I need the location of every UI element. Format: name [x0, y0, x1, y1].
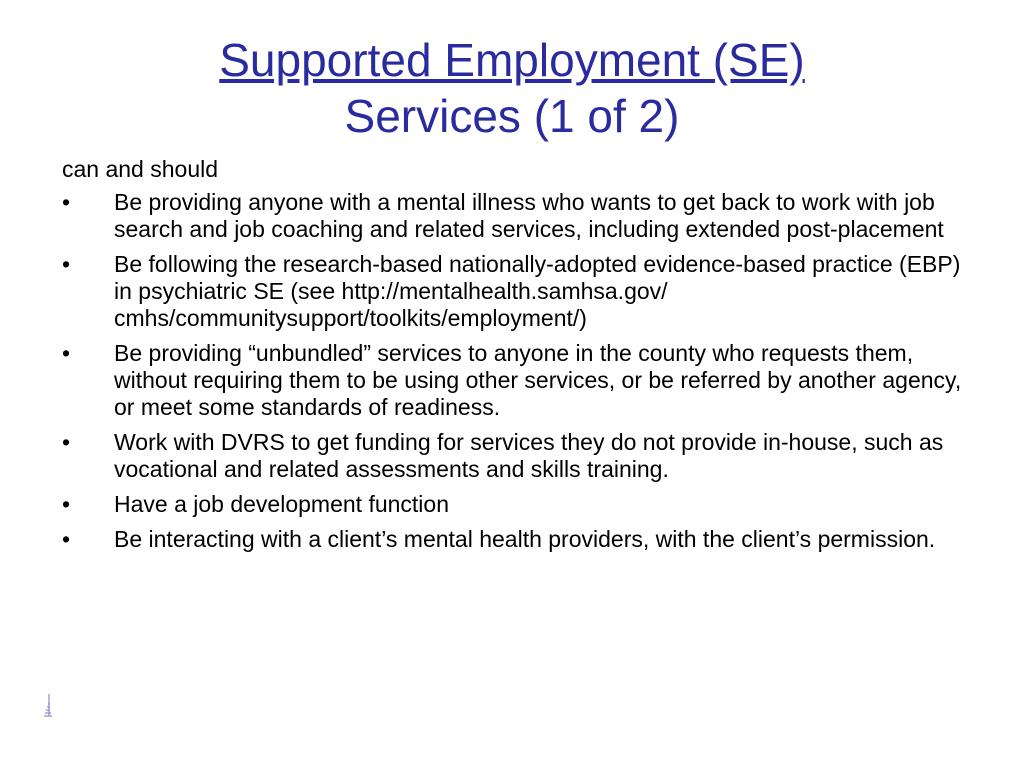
- title-link[interactable]: Supported Employment (SE): [219, 34, 805, 86]
- bullet-list: [62, 189, 982, 553]
- slide-title: [60, 32, 964, 144]
- bullet-text: Be following the research-based nationally-adopted evidence-based practice (EBP) in psychiatric SE (see http://mentalhealth.samhsa.gov/ cmhs/communitysupport/toolkits/employment/): [114, 251, 961, 331]
- bullet-text: Be providing “unbundled” services to anyone in the county who requests them, without requiring them to be using other services, or be referred by another agency, or meet some standards of readiness.: [114, 340, 962, 420]
- bullet-text: Be providing anyone with a mental illness who wants to get back to work with job search and job coaching and related services, including extended post-placement: [114, 189, 944, 242]
- bullet-item-1: [62, 189, 982, 243]
- bullet-item-4: [62, 429, 982, 483]
- bullet-item-2: [62, 251, 982, 332]
- bullet-text: Work with DVRS to get funding for services they do not provide in-house, such as vocational and related assessments and skills training.: [114, 429, 944, 482]
- intro-text: can and should: [62, 156, 219, 182]
- slide-body: [62, 156, 982, 561]
- bullet-item-5: [62, 491, 982, 518]
- title-line-2: Services (1 of 2): [344, 90, 680, 142]
- logo-mark-icon: [42, 690, 54, 718]
- bullet-dot: •: [62, 340, 71, 366]
- bullet-dot: •: [62, 189, 71, 215]
- bullet-text: Be interacting with a client’s mental health providers, with the client’s permission.: [114, 526, 936, 552]
- bullet-dot: •: [62, 251, 71, 277]
- bullet-item-3: [62, 340, 982, 421]
- bullet-dot: •: [62, 526, 71, 552]
- bullet-text: Have a job development function: [114, 491, 449, 517]
- bullet-dot: •: [62, 491, 71, 517]
- bullet-dot: •: [62, 429, 71, 455]
- bullet-item-6: [62, 526, 982, 553]
